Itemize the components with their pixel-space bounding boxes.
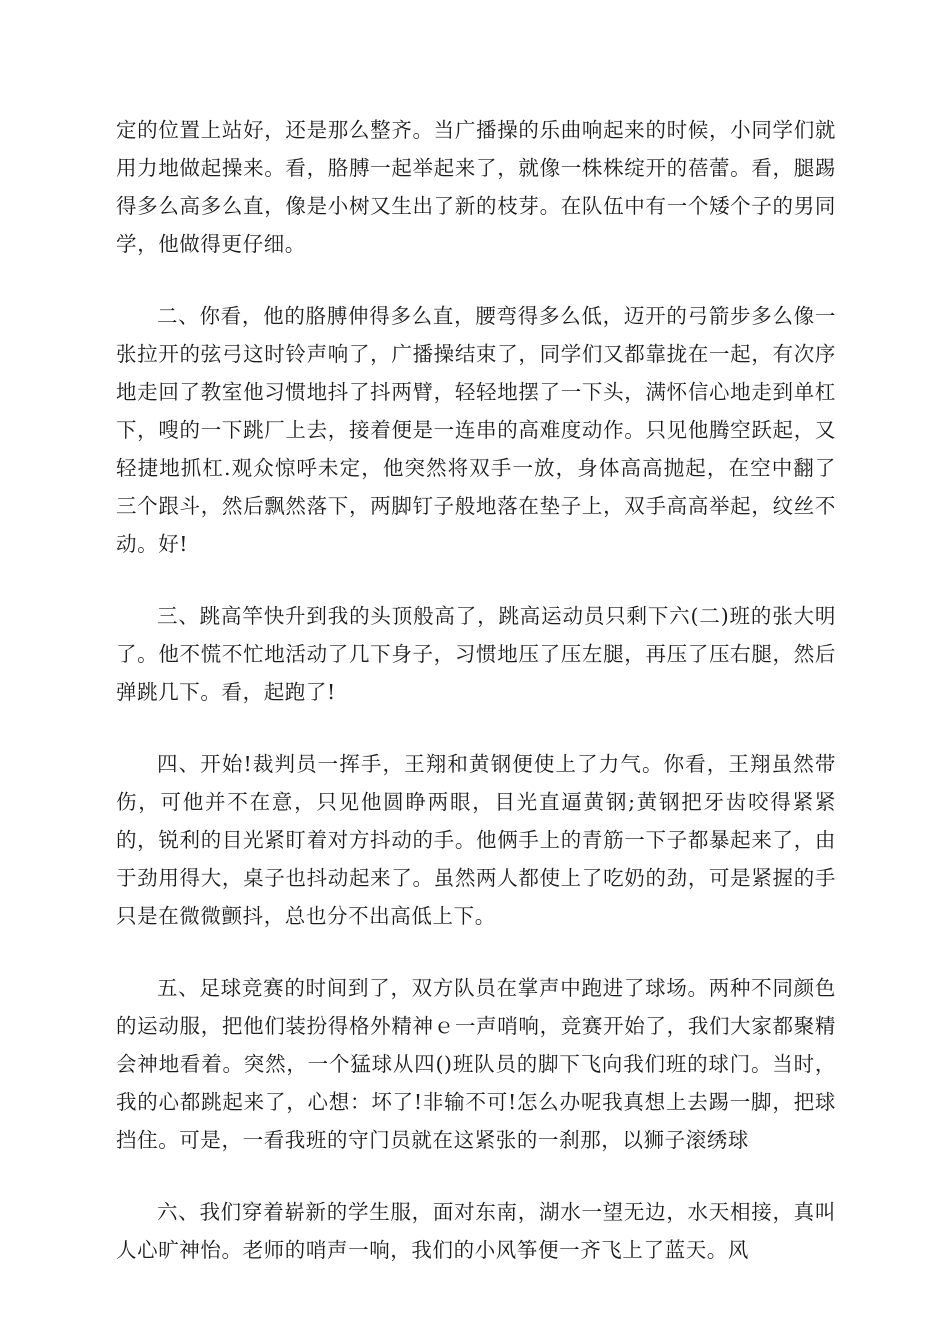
document-body [116, 111, 836, 1269]
paragraph-continuation: 定的位置上站好，还是那么整齐。当广播操的乐曲响起来的时候，小同学们就用力地做起操来。看，胳膊一起举起来了，就像一株株绽开的蓓蕾。看，腿踢得多么高多么直，像是小树又生出了新的枝芽。在队伍中有一个矮个子的男同学，他做得更仔细。 [116, 118, 836, 256]
paragraph-4: 四、开始!裁判员一挥手，王翔和黄钢便使上了力气。你看，王翔虽然带伤，可他并不在意，只见他圆睁两眼，目光直逼黄钢;黄钢把牙齿咬得紧紧的，锐利的目光紧盯着对方抖动的手。他俩手上的青筋一下子都暴起来了，由于劲用得大，桌子也抖动起来了。虽然两人都使上了吃奶的劲，可是紧握的手只是在微微颤抖，总也分不出高低上下。 [116, 752, 836, 928]
paragraph-3: 三、跳高竿快升到我的头顶般高了，跳高运动员只剩下六(二)班的张大明了。他不慌不忙地活动了几下身子，习惯地压了压左腿，再压了压右腿，然后弹跳几下。看，起跑了! [116, 604, 836, 704]
paragraph-2: 二、你看，他的胳膊伸得多么直，腰弯得多么低，迈开的弓箭步多么像一张拉开的弦弓这时铃声响了，广播操结束了，同学们又都靠拢在一起，有次序地走回了教室他习惯地抖了抖两臂，轻轻地摆了一下头，满怀信心地走到单杠下，嗖的一下跳厂上去，接着便是一连串的高难度动作。只见他腾空跃起，又轻捷地抓杠.观众惊呼未定，他突然将双手一放，身体高高抛起，在空中翻了三个跟斗，然后飘然落下，两脚钉子般地落在垫子上，双手高高举起，纹丝不动。好! [116, 304, 836, 556]
paragraph-5: 五、足球竞赛的时间到了，双方队员在掌声中跑进了球场。两种不同颜色的运动服，把他们装扮得格外精神ｅ一声哨响，竞赛开始了，我们大家都聚精会神地看着。突然，一个猛球从四()班队员的脚下飞向我们班的球门。当时，我的心都跳起来了，心想：坏了!非输不可!怎么办呢我真想上去踢一脚，把球挡住。可是，一看我班的守门员就在这紧张的一刹那，以狮子滚绣球 [116, 976, 836, 1152]
paragraph-6: 六、我们穿着崭新的学生服，面对东南，湖水一望无边，水天相接，真叫人心旷神怡。老师的哨声一响，我们的小风筝便一齐飞上了蓝天。风 [116, 1200, 836, 1262]
